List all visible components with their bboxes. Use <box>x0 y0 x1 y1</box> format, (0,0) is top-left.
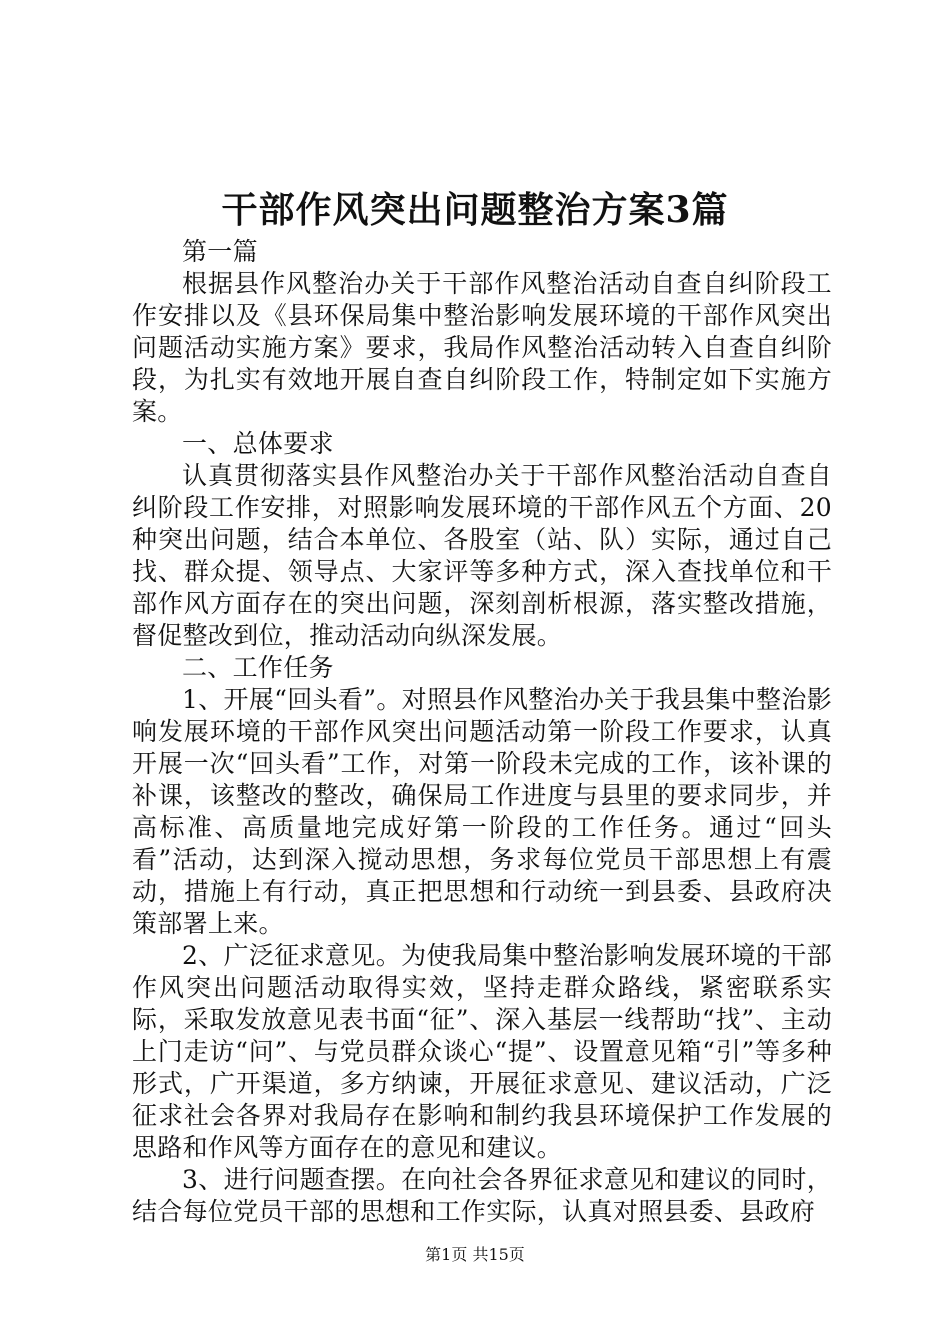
task-item-collect-opinions: 2、广泛征求意见。为使我局集中整治影响发展环境的干部作风突出问题活动取得实效，坚持走群众路线，紧密联系实际，采取发放意见表书面“征”、深入基层一线帮助“找”、主动上门走访“问”、与党员群众谈心“提”、设置意见箱“引”等多种形式，广开渠道，多方纳谏，开展征求意见、建议活动，广泛征求社会各界对我局存在影响和制约我县环境保护工作发展的思路和作风等方面存在的意见和建议。 <box>132 941 832 1162</box>
intro-paragraph: 根据县作风整治办关于干部作风整治活动自查自纠阶段工作安排以及《县环保局集中整治影响发展环境的干部作风突出问题活动实施方案》要求，我局作风整治活动转入自查自纠阶段，为扎实有效地开展自查自纠阶段工作，特制定如下实施方案。 <box>132 269 832 426</box>
document-title: 干部作风突出问题整治方案3篇 <box>221 189 729 231</box>
section-heading-general-requirements: 一、总体要求 <box>182 429 334 458</box>
task-item-review: 1、开展“回头看”。对照县作风整治办关于我县集中整治影响发展环境的干部作风突出问题活动第一阶段工作要求，认真开展一次“回头看”工作，对第一阶段未完成的工作，该补课的补课，该整改的整改，确保局工作进度与县里的要求同步，并高标准、高质量地完成好第一阶段的工作任务。通过“回头看”活动，达到深入搅动思想，务求每位党员干部思想上有震动，措施上有行动，真正把思想和行动统一到县委、县政府决策部署上来。 <box>132 685 832 938</box>
task-item-problem-check: 3、进行问题查摆。在向社会各界征求意见和建议的同时，结合每位党员干部的思想和工作实际，认真对照县委、县政府 <box>132 1165 832 1226</box>
section-heading-part-one: 第一篇 <box>182 237 258 266</box>
document-body <box>132 236 832 1228</box>
page-number-footer: 第1页 共15页 <box>425 1245 525 1264</box>
general-requirements-paragraph: 认真贯彻落实县作风整治办关于干部作风整治活动自查自纠阶段工作安排，对照影响发展环境的干部作风五个方面、20种突出问题，结合本单位、各股室（站、队）实际，通过自己找、群众提、领导点、大家评等多种方式，深入查找单位和干部作风方面存在的突出问题，深刻剖析根源，落实整改措施，督促整改到位，推动活动向纵深发展。 <box>132 461 832 650</box>
section-heading-work-tasks: 二、工作任务 <box>182 653 334 682</box>
